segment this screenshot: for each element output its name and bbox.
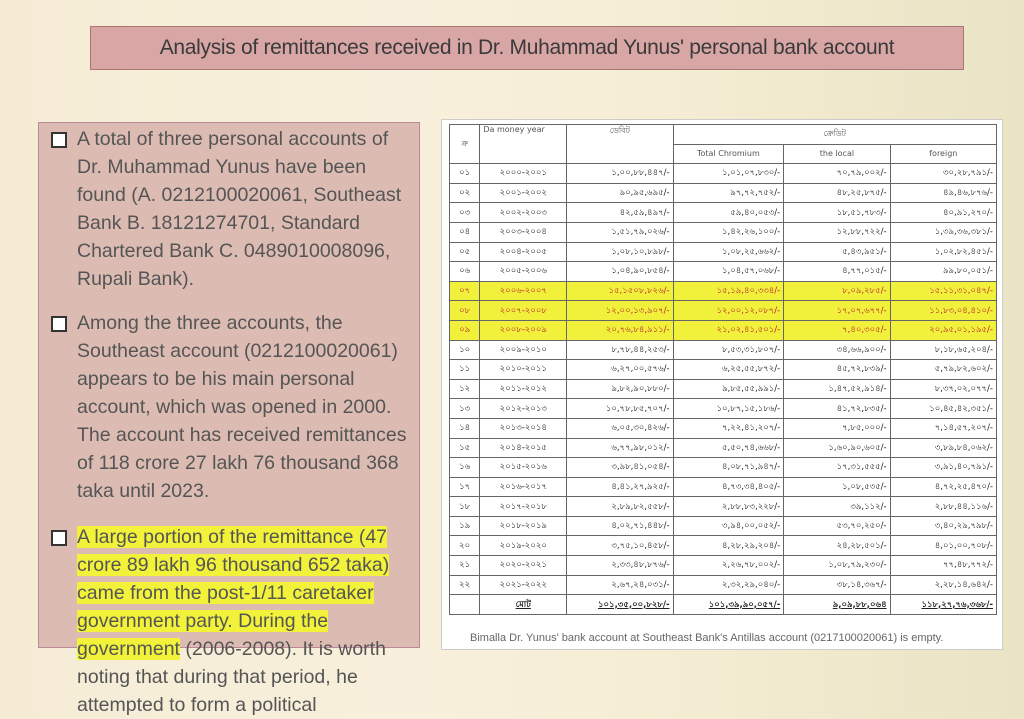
checkbox-icon	[51, 132, 67, 148]
cell-local: ১২,৮৮,৭২২/-	[784, 222, 890, 242]
cell-no: ১১	[450, 360, 480, 380]
cell-year: ২০০৩-২০০৪	[480, 222, 567, 242]
cell-year: ২০০৮-২০০৯	[480, 320, 567, 340]
cell-debit: ১০,৭৮,৮৫,৭০৭/-	[567, 399, 673, 419]
cell-foreign: ৩,৮৯,৮৪,০৬২/-	[890, 438, 996, 458]
cell-year: ২০২১-২০২২	[480, 575, 567, 595]
col-no: ক্র	[450, 125, 480, 164]
total-debit: ১০১,৩৫,০০,৮২৮/-	[567, 595, 673, 615]
cell-total: ২,৩২,২৯,০৪০/-	[673, 575, 784, 595]
total-local: ৯,০৯,৮৮,০৬৪	[784, 595, 890, 615]
cell-debit: ১৫,১৫০৮,৮২৬/-	[567, 281, 673, 301]
cell-foreign: ৩০,২৮,৭৯১/-	[890, 164, 996, 184]
cell-year: ২০০৯-২০১০	[480, 340, 567, 360]
cell-total: ২১,০২,৪১,৫০১/-	[673, 320, 784, 340]
cell-total: ১৫,১৯,৪০,৩৩৪/-	[673, 281, 784, 301]
cell-foreign: ৪,০১,০০,৭০৮/-	[890, 536, 996, 556]
bullet-text: A total of three personal accounts of Dr. Muhammad Yunus have been found (A. 0212100020061, Southeast Bank B. 18121274701, Standard Chartered Bank C. 0489010008096, Rupali Bank).	[77, 128, 402, 290]
table-row	[450, 379, 997, 399]
cell-debit: ২,৮৯,৮২,৫৫৮/-	[567, 497, 673, 517]
table-row	[450, 458, 997, 478]
cell-local: ৩৮,১৪,৩৬৭/-	[784, 575, 890, 595]
cell-no: ১৩	[450, 399, 480, 419]
highlighted-text: A large portion of the remittance (47 crore 89 lakh 96 thousand 652 taka) came from the post-1/11 caretaker government party. During the government	[77, 526, 390, 660]
table-row	[450, 242, 997, 262]
table-row	[450, 575, 997, 595]
cell-no: ১২	[450, 379, 480, 399]
total-spacer	[450, 595, 480, 615]
cell-total: ২,২৬,৭৮,০০২/-	[673, 556, 784, 576]
cell-debit: ৩,৭৫,১০,৪৫৮/-	[567, 536, 673, 556]
remittance-table-panel	[441, 119, 1003, 650]
table-row	[450, 418, 997, 438]
cell-debit: ৪,০২,৭১,৪৪৮/-	[567, 516, 673, 536]
table-row	[450, 281, 997, 301]
cell-local: ১৭,৩১,৫৫৫/-	[784, 458, 890, 478]
cell-local: ১,৪৭,৫২,৯১৪/-	[784, 379, 890, 399]
cell-debit: ২০,৭৬,৮৪,৯১১/-	[567, 320, 673, 340]
cell-no: ০১	[450, 164, 480, 184]
cell-foreign: ৮,১৮,৬৫,২০৪/-	[890, 340, 996, 360]
cell-foreign: ২,২৮,১৪,৬৪২/-	[890, 575, 996, 595]
checkbox-icon	[51, 316, 67, 332]
cell-debit: ১২,০০,১৩,৯০৭/-	[567, 301, 673, 321]
cell-total: ৪,২৮,২৯,২০৪/-	[673, 536, 784, 556]
table-row	[450, 262, 997, 282]
cell-no: ০৫	[450, 242, 480, 262]
cell-foreign: ১,৩৯,৩৬,৩৮১/-	[890, 222, 996, 242]
cell-no: ০৭	[450, 281, 480, 301]
cell-local: ৪৮,২৫,৮৭৫/-	[784, 183, 890, 203]
cell-total: ৫,৫০,৭৪,৬৬৮/-	[673, 438, 784, 458]
cell-local: ৩৪,৬৬,৯০০/-	[784, 340, 890, 360]
cell-no: ১৮	[450, 497, 480, 517]
cell-total: ৮,৫৩,৩১,৮০৭/-	[673, 340, 784, 360]
table-row	[450, 340, 997, 360]
cell-foreign: ১৫,১১,৩১,০৪৭/-	[890, 281, 996, 301]
cell-no: ০৮	[450, 301, 480, 321]
cell-year: ২০০১-২০০২	[480, 183, 567, 203]
table-row	[450, 360, 997, 380]
cell-no: ১০	[450, 340, 480, 360]
cell-foreign: ৩,৪০,২৯,৭৯৮/-	[890, 516, 996, 536]
cell-no: ০৪	[450, 222, 480, 242]
cell-year: ২০১৬-২০১৭	[480, 477, 567, 497]
col-debit: ডেবিট	[567, 125, 673, 164]
remittance-table	[449, 124, 997, 615]
col-foreign: foreign	[890, 144, 996, 164]
cell-debit: ২,৩৩,৪৮,৮৭৬/-	[567, 556, 673, 576]
cell-total: ১,০৪,৫৭,০৬৮/-	[673, 262, 784, 282]
cell-local: ৭,৪০,৩০৫/-	[784, 320, 890, 340]
total-label: মোট	[480, 595, 567, 615]
cell-local: ৫৩,৭০,২৫০/-	[784, 516, 890, 536]
cell-foreign: ৪৯,৪৬,৮৭৬/-	[890, 183, 996, 203]
cell-local: ৭,৮৫,০০০/-	[784, 418, 890, 438]
cell-debit: ৪২,৫৯,৪৯৭/-	[567, 203, 673, 223]
table-row	[450, 516, 997, 536]
cell-total: ৭,২২,৪১,২০৭/-	[673, 418, 784, 438]
bullet-text: (2006-2008). It is worth noting that during that period, he attempted to form a political	[77, 638, 386, 716]
cell-total: ১,৪২,২৬,১০০/-	[673, 222, 784, 242]
total-row	[450, 595, 997, 615]
col-local: the local	[784, 144, 890, 164]
checkbox-icon	[51, 530, 67, 546]
cell-foreign: ৭৭,৪৮,৭৭২/-	[890, 556, 996, 576]
cell-debit: ৪,৪১,২৭,৯২৫/-	[567, 477, 673, 497]
cell-foreign: ২,৮৮,৪৪,১১৬/-	[890, 497, 996, 517]
cell-debit: ৮,৭৮,৪৪,২৫৩/-	[567, 340, 673, 360]
cell-debit: ২,৬৭,২৪,০৩১/-	[567, 575, 673, 595]
table-row	[450, 164, 997, 184]
table-row	[450, 320, 997, 340]
bullet-main-account	[51, 309, 413, 505]
cell-no: ১৪	[450, 418, 480, 438]
title-box	[90, 26, 964, 70]
cell-year: ২০১৪-২০১৫	[480, 438, 567, 458]
total-foreign: ১১৮,২৭,৭৬,৩৬৮/-	[890, 595, 996, 615]
cell-debit: ৬,০৫,৩০,৪২৬/-	[567, 418, 673, 438]
table-caption: Bimalla Dr. Yunus' bank account at Southeast Bank's Antillas account (0217100020061) is empty.	[470, 632, 944, 644]
cell-debit: ১,০০,৮৮,৪৪৭/-	[567, 164, 673, 184]
cell-local: ১৭,০৭,৬৭৭/-	[784, 301, 890, 321]
cell-year: ২০২০-২০২১	[480, 556, 567, 576]
cell-year: ২০০৭-২০০৮	[480, 301, 567, 321]
cell-year: ২০১০-২০১১	[480, 360, 567, 380]
summary-panel	[38, 122, 420, 716]
cell-foreign: ১০,৪৫,৪২,৩৫১/-	[890, 399, 996, 419]
cell-year: ২০১১-২০১২	[480, 379, 567, 399]
cell-foreign: ১,০২,৮২,৪৫১/-	[890, 242, 996, 262]
cell-total: ৯,৮৫,৫৫,৯৯১/-	[673, 379, 784, 399]
cell-foreign: ৩,৯১,৪০,৭৯১/-	[890, 458, 996, 478]
cell-no: ০৬	[450, 262, 480, 282]
cell-total: ৪,০৮,৭১,৯৪৭/-	[673, 458, 784, 478]
cell-total: ৩,৯৪,০০,০৫২/-	[673, 516, 784, 536]
cell-foreign: ২০,৯৫,০১,১৯৫/-	[890, 320, 996, 340]
cell-total: ২,৮৮,৮৩,২২৮/-	[673, 497, 784, 517]
cell-year: ২০১৮-২০১৯	[480, 516, 567, 536]
table-row	[450, 301, 997, 321]
table-row	[450, 222, 997, 242]
cell-year: ২০০২-২০০৩	[480, 203, 567, 223]
table-row	[450, 203, 997, 223]
cell-foreign: ৭,১৪,৫৭,২০৭/-	[890, 418, 996, 438]
cell-total: ১২,০০,১২,০৮৭/-	[673, 301, 784, 321]
cell-year: ২০০৪-২০০৫	[480, 242, 567, 262]
cell-local: ৩৯,১১২/-	[784, 497, 890, 517]
cell-local: ২৪,২৮,৫০১/-	[784, 536, 890, 556]
cell-debit: ৬,২৭,০০,৫৭৬/-	[567, 360, 673, 380]
cell-total: ১,০১,০৭,৮৩০/-	[673, 164, 784, 184]
table-row	[450, 399, 997, 419]
cell-debit: ১,০৮,১০,৮৯৮/-	[567, 242, 673, 262]
cell-year: ২০০৫-২০০৬	[480, 262, 567, 282]
cell-local: ১৮,৫১,৭৮৩/-	[784, 203, 890, 223]
cell-no: ১৯	[450, 516, 480, 536]
cell-no: ০২	[450, 183, 480, 203]
cell-foreign: ৫,৭৯,৮২,৬০২/-	[890, 360, 996, 380]
col-total: Total Chromium	[673, 144, 784, 164]
cell-no: ১৭	[450, 477, 480, 497]
cell-local: ১,৬০,৯০,৬০৫/-	[784, 438, 890, 458]
cell-year: ২০১৩-২০১৪	[480, 418, 567, 438]
table-row	[450, 497, 997, 517]
cell-year: ২০১২-২০১৩	[480, 399, 567, 419]
cell-local: ৮,০৯,২৮৫/-	[784, 281, 890, 301]
table-row	[450, 536, 997, 556]
cell-total: ১০,৮৭,১৫,১৮৬/-	[673, 399, 784, 419]
cell-no: ০৯	[450, 320, 480, 340]
cell-debit: ৯,৮২,৯০,৮৮০/-	[567, 379, 673, 399]
cell-year: ২০১৯-২০২০	[480, 536, 567, 556]
cell-total: ৫৯,৪০,০৫৩/-	[673, 203, 784, 223]
cell-total: ৯৭,৭২,৭৫২/-	[673, 183, 784, 203]
page-title: Analysis of remittances received in Dr. Muhammad Yunus' personal bank account	[159, 36, 895, 59]
table-row	[450, 477, 997, 497]
cell-foreign: ৯৯,৮০,০৫১/-	[890, 262, 996, 282]
cell-year: ২০১৫-২০১৬	[480, 458, 567, 478]
bullet-caretaker	[51, 523, 413, 719]
bullet-text: Among the three accounts, the Southeast account (0212100020061) appears to be his main personal account, which was opened in 2000. The account has received remittances of 118 crore 27 lakh 76 thousand 368 taka until 2023.	[77, 312, 407, 502]
cell-no: ০৩	[450, 203, 480, 223]
cell-no: ২২	[450, 575, 480, 595]
total-total: ১০১,৩৯,৯০,০৫৭/-	[673, 595, 784, 615]
cell-local: ৫,৪৩,৯৫১/-	[784, 242, 890, 262]
cell-total: ৪,৭৩,৩৪,৪০৫/-	[673, 477, 784, 497]
cell-local: ৪৫,৭২,৮৩৯/-	[784, 360, 890, 380]
table-row	[450, 556, 997, 576]
cell-total: ৬,২৫,৫৫,৮৭২/-	[673, 360, 784, 380]
cell-total: ১,০৮,২৫,৬৬২/-	[673, 242, 784, 262]
table-row	[450, 438, 997, 458]
cell-debit: ৬,৭৭,৯৮,০১২/-	[567, 438, 673, 458]
cell-year: ২০০০-২০০১	[480, 164, 567, 184]
cell-local: ৪১,৭২,৮৩৫/-	[784, 399, 890, 419]
cell-year: ২০১৭-২০১৮	[480, 497, 567, 517]
col-year: Da money year	[480, 125, 567, 164]
cell-no: ২০	[450, 536, 480, 556]
cell-foreign: ৪,৭২,২৫,৪৭০/-	[890, 477, 996, 497]
cell-local: ১,০৮,৫৩৫/-	[784, 477, 890, 497]
cell-foreign: ১১,৮৩,০৪,৪১০/-	[890, 301, 996, 321]
cell-local: ৪,৭৭,০১৫/-	[784, 262, 890, 282]
cell-debit: ৯০,৯৫,৬৯৫/-	[567, 183, 673, 203]
cell-debit: ১,৫১,৭৯,০২৬/-	[567, 222, 673, 242]
cell-foreign: ৮,৩৭,০২,০৭৭/-	[890, 379, 996, 399]
cell-debit: ৩,৯৮,৪১,০৫৪/-	[567, 458, 673, 478]
cell-local: ১,০৮,৭৯,২৩০/-	[784, 556, 890, 576]
col-credit: ক্রেডিট	[673, 125, 996, 145]
table-row	[450, 183, 997, 203]
cell-local: ৭০,৭৯,০০২/-	[784, 164, 890, 184]
cell-debit: ১,০৪,৯০,৮৫৪/-	[567, 262, 673, 282]
cell-no: ১৫	[450, 438, 480, 458]
cell-no: ২১	[450, 556, 480, 576]
cell-year: ২০০৬-২০০৭	[480, 281, 567, 301]
cell-no: ১৬	[450, 458, 480, 478]
cell-foreign: ৪০,৯১,২৭০/-	[890, 203, 996, 223]
bullet-accounts	[51, 125, 413, 293]
